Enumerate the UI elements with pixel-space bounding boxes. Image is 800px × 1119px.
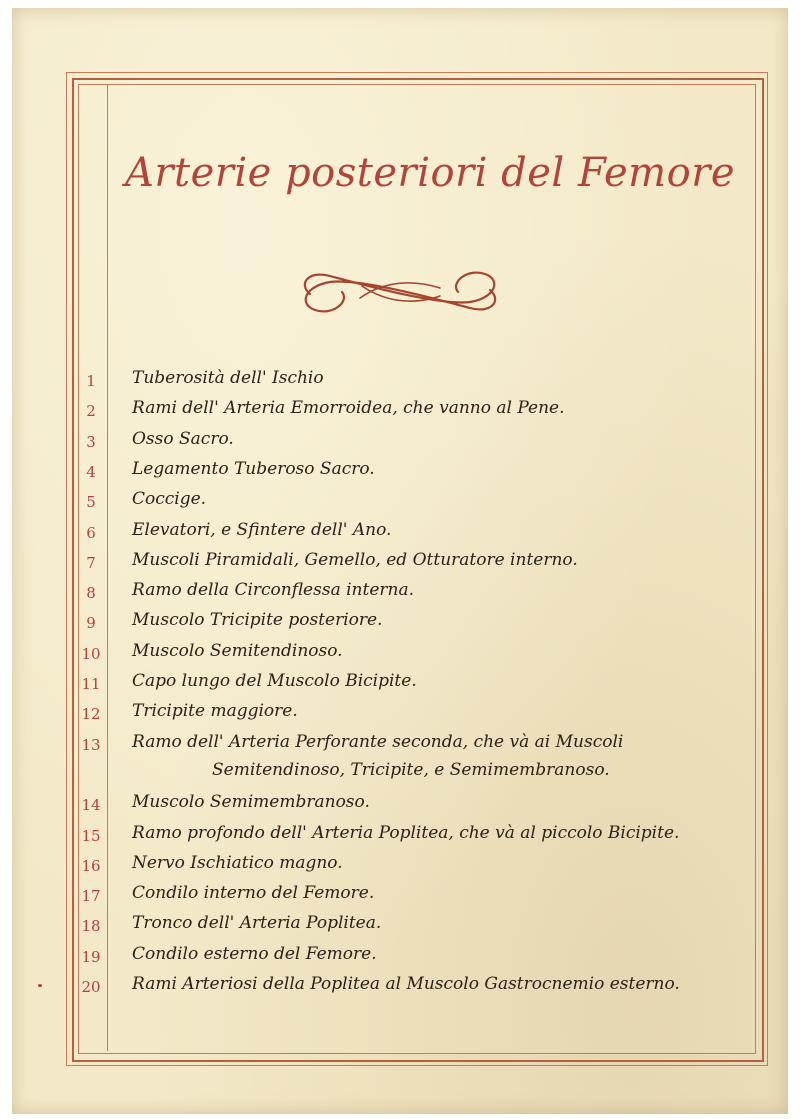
entry-text: Elevatori, e Sfintere dell' Ano.	[132, 519, 392, 540]
entry-number: 5	[86, 493, 96, 512]
entry-text: Capo lungo del Muscolo Bicipite.	[132, 671, 417, 691]
legend-entry	[0, 823, 760, 849]
entry-number: 2	[86, 402, 96, 421]
entry-number: 13	[81, 735, 101, 754]
legend-entry-continuation	[0, 760, 760, 786]
entry-number: 6	[86, 523, 96, 542]
entry-number: 16	[81, 856, 101, 875]
entry-number: 12	[81, 705, 101, 724]
entry-number: 10	[81, 644, 101, 663]
entry-number: 17	[81, 887, 101, 906]
entry-text: Ramo della Circonflessa interna.	[132, 580, 414, 601]
entry-number: 11	[81, 675, 101, 693]
entry-text: Tronco dell' Arteria Poplitea.	[132, 913, 382, 934]
entry-text: Rami dell' Arteria Emorroidea, che vanno al Pene.	[132, 398, 565, 419]
entry-text: Tricipite maggiore.	[132, 701, 298, 722]
entry-number: 1	[86, 372, 96, 390]
legend-entry	[0, 580, 760, 606]
entry-text: Muscolo Semimembranoso.	[132, 792, 370, 813]
entry-number: 20	[81, 978, 101, 996]
legend-entry	[0, 974, 760, 1000]
entry-number: 19	[81, 947, 101, 966]
legend-entry	[0, 398, 760, 424]
legend-entry	[0, 701, 760, 727]
entry-text: Osso Sacro.	[132, 428, 234, 449]
entry-text: Muscolo Tricipite posteriore.	[132, 610, 383, 631]
entry-number: 9	[86, 614, 96, 633]
entry-text: Condilo interno del Femore.	[132, 883, 375, 904]
legend-entry	[0, 944, 760, 970]
entry-text: Ramo dell' Arteria Perforante seconda, che và ai Muscoli	[132, 731, 624, 752]
entry-text: Condilo esterno del Femore.	[132, 943, 377, 964]
entry-text: Coccige.	[132, 489, 207, 510]
entry-number: 15	[81, 826, 101, 845]
legend-entry	[0, 429, 760, 455]
entry-number: 4	[86, 462, 96, 481]
flourish-ornament	[290, 262, 510, 322]
legend-entry	[0, 489, 760, 515]
legend-entry	[0, 520, 760, 546]
entry-number: 18	[81, 917, 101, 936]
entry-text: Ramo profondo dell' Arteria Poplitea, che và al piccolo Bicipite.	[132, 822, 680, 843]
legend-entry	[0, 671, 760, 697]
entry-number: 14	[81, 796, 101, 815]
entry-text: Tuberosità dell' Ischio	[132, 368, 324, 388]
entry-text: Legamento Tuberoso Sacro.	[132, 458, 375, 479]
entry-text: Muscoli Piramidali, Gemello, ed Otturatore interno.	[132, 549, 578, 570]
legend-entry	[0, 550, 760, 576]
legend-entry	[0, 368, 760, 394]
entry-text-continuation: Semitendinoso, Tricipite, e Semimembranoso.	[212, 759, 610, 780]
entry-number: 3	[86, 432, 96, 451]
legend-entry	[0, 792, 760, 818]
entry-number: 7	[86, 553, 96, 572]
legend-entry	[0, 459, 760, 485]
legend-entry	[0, 913, 760, 939]
legend-entry	[0, 883, 760, 909]
legend-entry	[0, 732, 760, 758]
entry-text: Nervo Ischiatico magno.	[132, 852, 343, 873]
legend-entry	[0, 641, 760, 667]
entry-text: Rami Arteriosi della Poplitea al Muscolo Gastrocnemio esterno.	[132, 974, 680, 994]
entry-text: Muscolo Semitendinoso.	[132, 640, 343, 661]
legend-entry	[0, 610, 760, 636]
page-title: Arterie posteriori del Femore	[125, 150, 735, 196]
legend-entry	[0, 853, 760, 879]
entry-number: 8	[86, 584, 96, 603]
